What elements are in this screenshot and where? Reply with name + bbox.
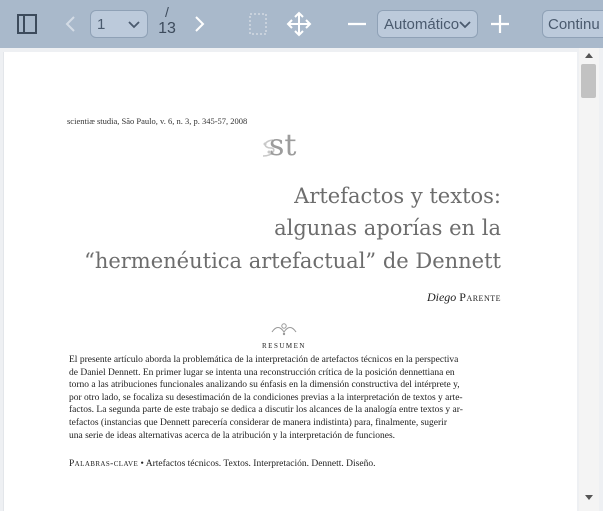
journal-logo [259, 128, 309, 170]
page-total [156, 4, 178, 38]
abstract-line: una serie de ideas alternativas acerca de la atribución y la interpretación de funciones. [69, 430, 396, 441]
author-last-name: Parente [459, 290, 501, 304]
zoom-out-icon [346, 13, 368, 35]
abstract-line: El presente artículo aborda la problemática de la interpretación de artefactos técnicos en la perspectiva [69, 355, 459, 365]
abstract-line: tefactos (instancias que Dennett parecería considerar de manera indistinta) para, finalmente, sugerir [69, 417, 447, 428]
pdf-page [3, 52, 577, 511]
page-total-count: 13 [158, 20, 176, 37]
scroll-down-icon[interactable] [579, 491, 599, 503]
keywords-separator: • [138, 459, 146, 469]
author-first-name: Diego [426, 290, 457, 304]
ornament-icon [270, 321, 298, 337]
select-tool-button[interactable] [245, 11, 271, 37]
abstract-line: torno a las atribuciones funcionales analizando su énfasis en la dimensión constructiva del intérprete y, [69, 380, 460, 391]
continue-button[interactable] [542, 10, 603, 38]
continue-label: Continu [548, 15, 600, 33]
author [427, 290, 501, 305]
page-number-value: 1 [97, 15, 106, 33]
zoom-in-icon [489, 13, 511, 35]
abstract-heading: resumen [262, 340, 306, 351]
abstract-line: por otro lado, se focaliza su desestimación de la condiciones previas a la interpretación de textos y arte- [69, 392, 463, 403]
title-line-3: “hermenéutica artefactual” de Dennett [84, 249, 501, 273]
previous-page-button[interactable] [60, 12, 80, 36]
sidebar-toggle-button[interactable] [14, 11, 40, 37]
zoom-in-button[interactable] [487, 11, 513, 37]
chevron-down-icon [128, 21, 140, 29]
next-page-button[interactable] [190, 12, 210, 36]
page-number-select[interactable] [90, 10, 148, 38]
vertical-scrollbar[interactable] [579, 48, 599, 511]
sidebar-toggle-icon [15, 12, 39, 36]
keywords [69, 459, 375, 469]
zoom-value: Automático [384, 15, 460, 33]
title-line-2: algunas aporías en la [274, 216, 501, 240]
abstract-line: de Daniel Dennett. En primer lugar se intenta una reconstrucción crítica de la posición dennettiana en [69, 367, 455, 378]
zoom-select[interactable] [377, 10, 478, 38]
abstract-body [69, 354, 503, 442]
move-tool-icon [286, 11, 312, 37]
previous-page-icon [63, 14, 77, 34]
next-page-icon [193, 14, 207, 34]
move-tool-button[interactable] [286, 11, 312, 37]
scrollbar-thumb[interactable] [581, 64, 596, 98]
chevron-down-icon [459, 21, 471, 29]
title-line-1: Artefactos y textos: [294, 184, 501, 208]
keywords-label: Palabras-clave [69, 459, 139, 469]
select-tool-icon [246, 12, 270, 36]
scroll-up-icon[interactable] [579, 50, 599, 62]
pdf-toolbar [0, 0, 603, 48]
logo-text: st [269, 128, 297, 163]
journal-header: scientiæ studia, São Paulo, v. 6, n. 3, p. 345-57, 2008 [67, 116, 248, 126]
document-viewer[interactable] [0, 48, 603, 511]
keywords-text: Artefactos técnicos. Textos. Interpretación. Dennett. Diseño. [145, 459, 376, 469]
page-total-separator: / [165, 4, 169, 20]
abstract-line: factos. La segunda parte de este trabajo se dedica a discutir los alcances de la analogía entre textos y ar- [69, 405, 463, 416]
zoom-out-button[interactable] [344, 11, 370, 37]
